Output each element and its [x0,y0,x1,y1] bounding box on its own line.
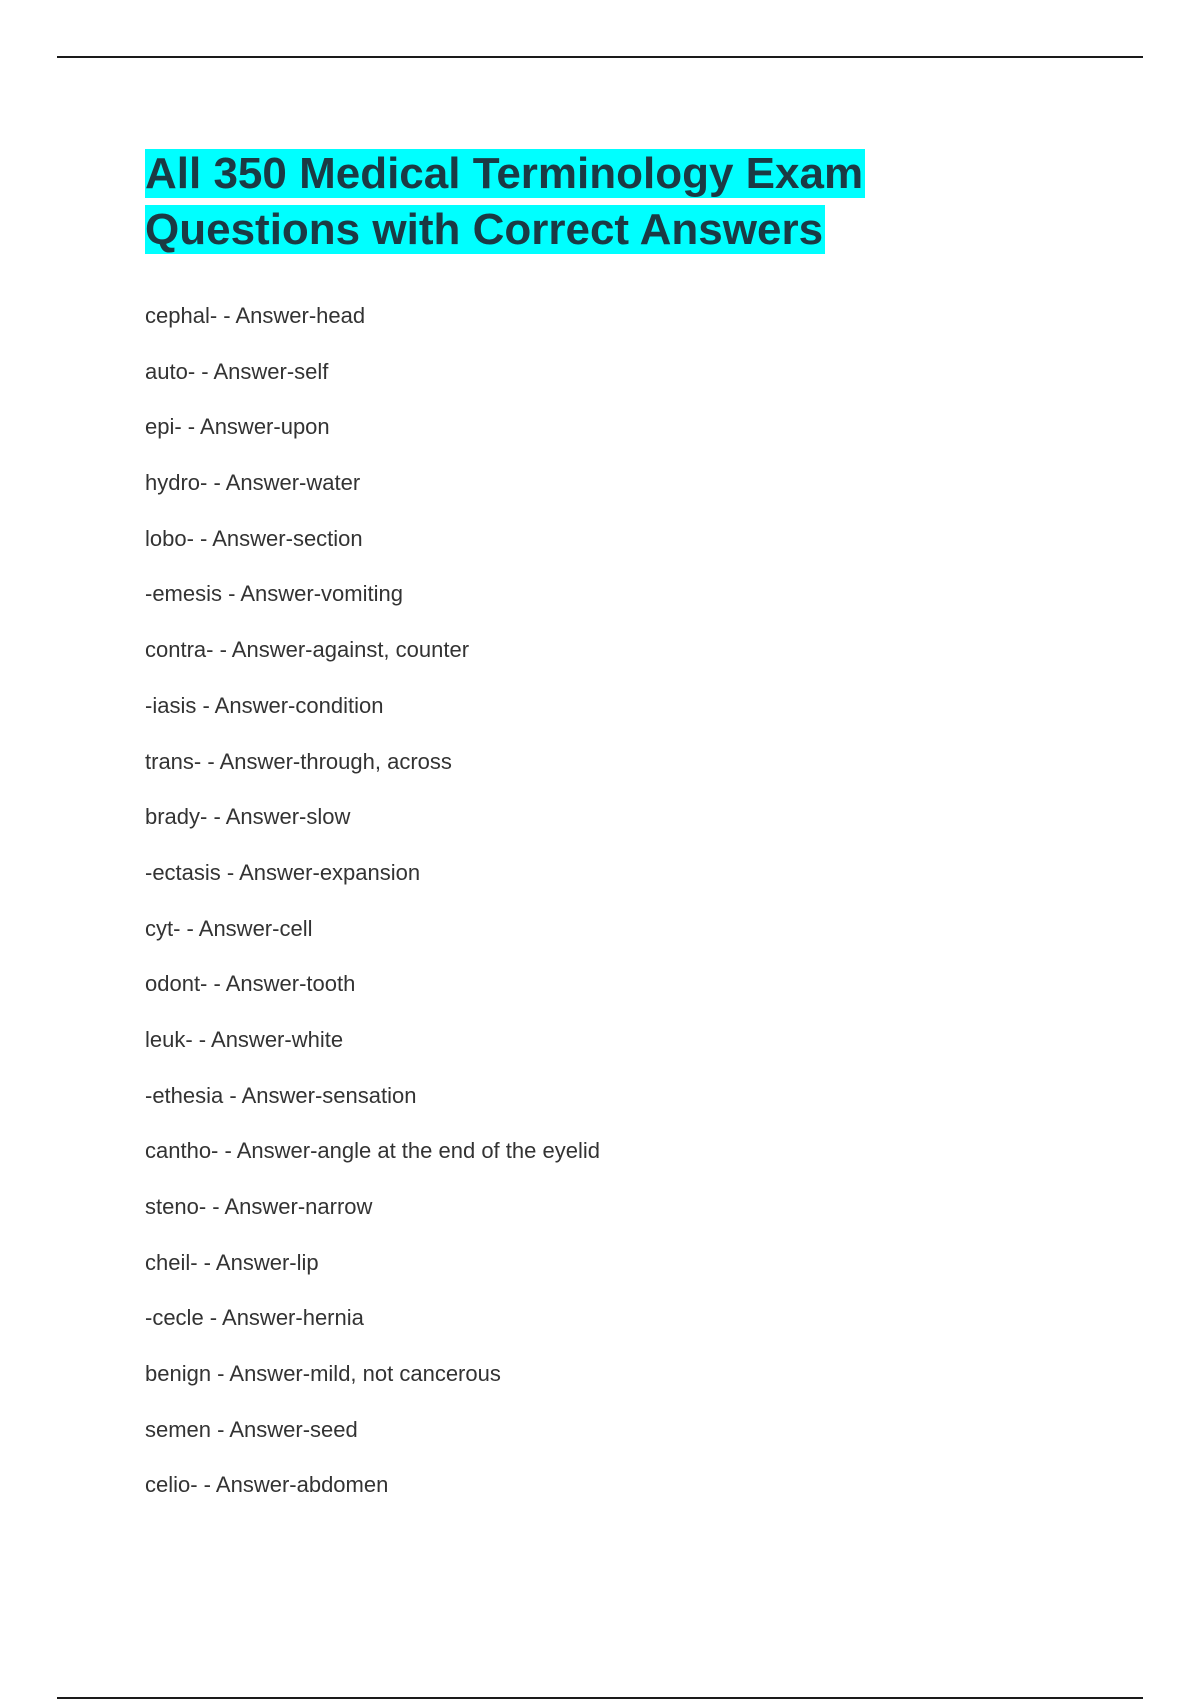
terminology-list [145,302,600,1527]
title-line-2-text: Questions with Correct Answers [145,205,824,254]
list-item: -ectasis - Answer-expansion [145,859,421,885]
header-rule [57,56,1143,58]
list-item: -emesis - Answer-vomiting [145,581,403,607]
list-item: epi- - Answer-upon [145,414,330,440]
list-item: contra- - Answer-against, counter [145,637,470,663]
list-item: cantho- - Answer-angle at the end of the eyelid [145,1138,600,1164]
list-item: -iasis - Answer-condition [145,692,384,718]
list-item: benign - Answer-mild, not cancerous [145,1361,501,1387]
list-item: -cecle - Answer-hernia [145,1305,364,1331]
title-line-1 [145,146,1045,202]
list-item: semen - Answer-seed [145,1416,358,1442]
list-item: steno- - Answer-narrow [145,1194,373,1219]
list-item: celio- - Answer-abdomen [145,1472,389,1498]
list-item: hydro- - Answer-water [145,470,361,496]
title-line-2 [145,202,1045,258]
list-item: auto- - Answer-self [145,358,329,384]
list-item: cephal- - Answer-head [145,303,366,328]
list-item: odont- - Answer-tooth [145,971,356,997]
list-item: lobo- - Answer-section [145,525,363,551]
list-item: cheil- - Answer-lip [145,1249,319,1275]
title-line-1-text: All 350 Medical Terminology Exam [145,149,864,198]
list-item: cyt- - Answer-cell [145,915,313,941]
list-item: -ethesia - Answer-sensation [145,1082,417,1108]
footer-rule [57,1697,1143,1699]
list-item: leuk- - Answer-white [145,1026,344,1052]
list-item: brady- - Answer-slow [145,804,351,830]
document-title [145,146,1045,258]
list-item: trans- - Answer-through, across [145,748,452,774]
